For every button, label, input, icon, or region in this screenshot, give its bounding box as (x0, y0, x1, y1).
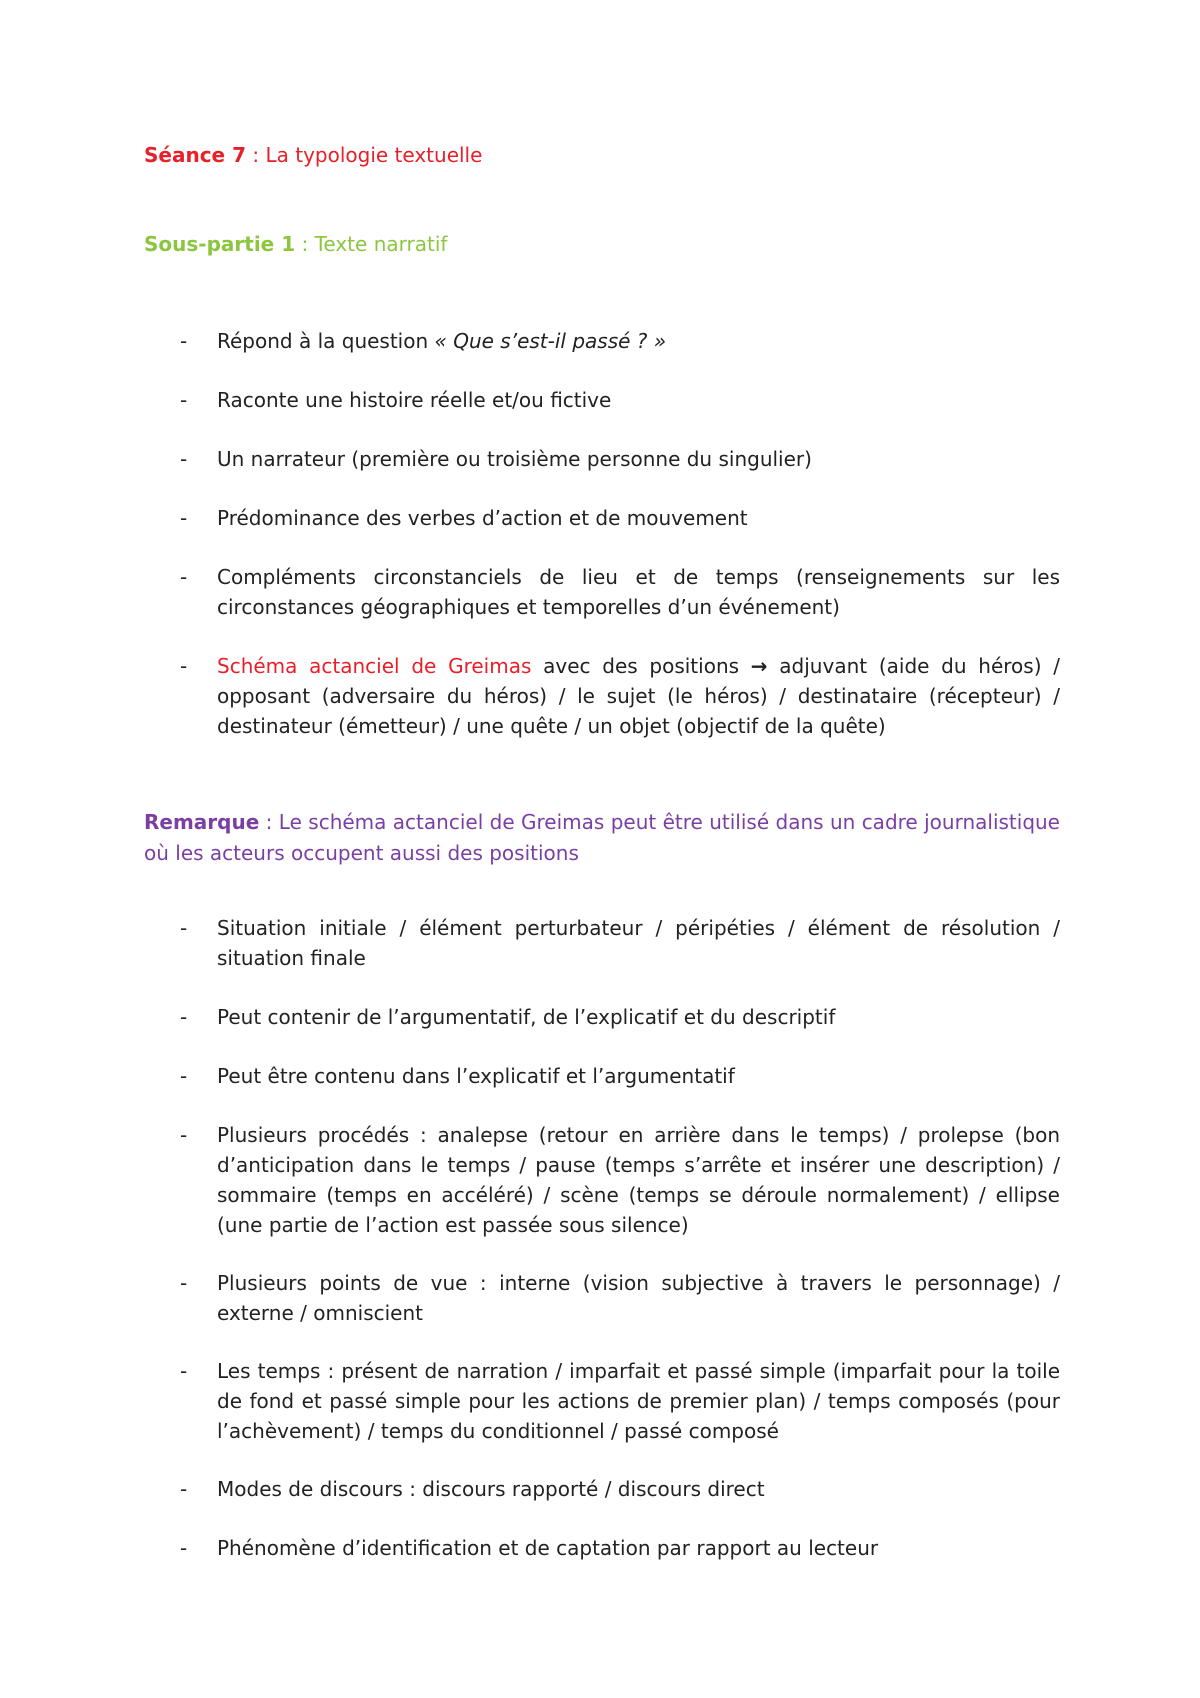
seance-title: : La typologie textuelle (246, 143, 483, 167)
list-item-quote: « Que s’est-il passé ? » (434, 329, 667, 353)
list-item (180, 1268, 1060, 1328)
list-item (180, 1002, 1060, 1032)
list-item (180, 1120, 1060, 1240)
list-item (180, 385, 1060, 415)
list-item (180, 1474, 1060, 1504)
list-item-text: Modes de discours : discours rapporté / discours direct (217, 1477, 765, 1501)
list-item-text: Situation initiale / élément perturbateur / péripéties / élément de résolution / situation finale (217, 916, 1060, 970)
list-item-text: Raconte une histoire réelle et/ou fictive (217, 388, 612, 412)
list-item (180, 1061, 1060, 1091)
list-item-text: Les temps : présent de narration / imparfait et passé simple (imparfait pour la toile de fond et passé simple pour les actions de premier plan) / temps composés (pour l’achèvement) / temps du conditionnel / passé composé (217, 1359, 1060, 1443)
list-item-text-prefix: Répond à la question (217, 329, 435, 353)
list-item (180, 444, 1060, 474)
list-item-text: Peut contenir de l’argumentatif, de l’explicatif et du descriptif (217, 1005, 836, 1029)
bullet-dash: - (180, 1359, 188, 1383)
list-item-text (217, 326, 1060, 356)
list-item-text: Prédominance des verbes d’action et de mouvement (217, 506, 748, 530)
list-item (180, 651, 1060, 741)
bullet-dash: - (180, 506, 188, 530)
arrow-right-icon: → (750, 654, 768, 678)
list-item-text-rest: adjuvant (aide du héros) / opposant (adversaire du héros) / le sujet (le héros) / destinataire (récepteur) / destinateur (émetteur) / une quête / un objet (objectif de la quête) (217, 654, 1060, 738)
bullet-dash: - (180, 1536, 188, 1560)
list-item (180, 503, 1060, 533)
list-item-text: Compléments circonstanciels de lieu et de temps (renseignements sur les circonstances géographiques et temporelles d’un événement) (217, 565, 1060, 619)
list-item-text: Phénomène d’identification et de captation par rapport au lecteur (217, 1536, 879, 1560)
list-item (180, 913, 1060, 973)
sous-partie-heading (144, 231, 447, 257)
seance-label: Séance 7 (144, 143, 247, 167)
list-item (180, 1533, 1060, 1563)
list-item-text: Un narrateur (première ou troisième personne du singulier) (217, 447, 812, 471)
remarque-note (144, 807, 1060, 869)
bullet-dash: - (180, 1477, 188, 1501)
list-item-text (217, 651, 1060, 741)
bullet-dash: - (180, 565, 188, 589)
bullet-dash: - (180, 1123, 188, 1147)
list-item-text: Peut être contenu dans l’explicatif et l’argumentatif (217, 1064, 735, 1088)
list-item-text: Plusieurs points de vue : interne (vision subjective à travers le personnage) / externe / omniscient (217, 1271, 1060, 1325)
list-item (180, 326, 1060, 356)
list-item-text: Plusieurs procédés : analepse (retour en arrière dans le temps) / prolepse (bon d’anticipation dans le temps / pause (temps s’arrête et insérer une description) / sommaire (temps en accéléré) / scène (temps se déroule normalement) / ellipse (une partie de l’action est passée sous silence) (217, 1123, 1060, 1237)
remarque-text: : Le schéma actanciel de Greimas peut être utilisé dans un cadre journalistique où les acteurs occupent aussi des positions (144, 810, 1060, 865)
list-item-text-mid: avec des positions (531, 654, 751, 678)
bullet-dash: - (180, 1064, 188, 1088)
sous-partie-label: Sous-partie 1 (144, 232, 296, 256)
bullet-dash: - (180, 447, 188, 471)
remarque-label: Remarque (144, 810, 260, 834)
bullet-dash: - (180, 1271, 188, 1295)
list-item (180, 562, 1060, 622)
seance-heading (144, 142, 482, 168)
bullet-dash: - (180, 916, 188, 940)
list-item (180, 1356, 1060, 1446)
bullet-dash: - (180, 388, 188, 412)
bullet-dash: - (180, 1005, 188, 1029)
greimas-highlight: Schéma actanciel de Greimas (217, 654, 532, 678)
sous-partie-title: : Texte narratif (295, 232, 448, 256)
bullet-dash: - (180, 329, 188, 353)
bullet-dash: - (180, 654, 188, 678)
